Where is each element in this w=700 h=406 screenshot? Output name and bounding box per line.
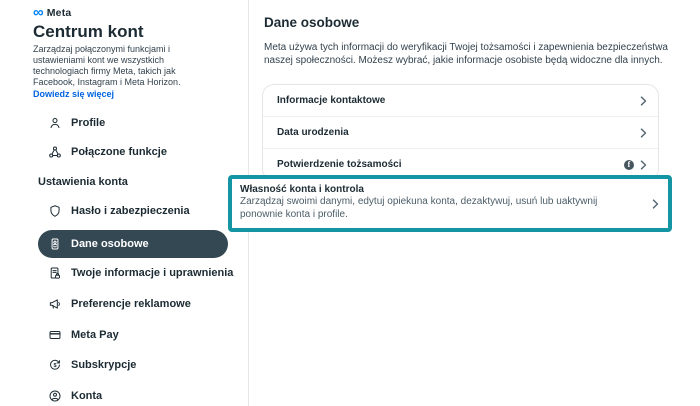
sidebar-item-meta-pay[interactable] [38,321,228,349]
sidebar-item-label: Połączone funkcje [71,146,167,158]
meta-infinity-icon: ∞ [33,4,44,21]
svg-text:$: $ [53,363,57,370]
page-title: Centrum kont [33,22,144,41]
sidebar-item-label: Preferencje reklamowe [71,298,191,310]
sidebar-item-label: Konta [71,390,103,402]
chevron-right-icon [640,128,647,138]
chevron-right-icon [640,160,647,170]
sidebar-item-ad-preferences[interactable] [38,290,228,318]
row-contact-info[interactable] [263,85,658,116]
network-icon [48,145,62,159]
sidebar-item-label: Twoje informacje i uprawnienia [71,267,234,279]
document-lock-icon [48,266,62,280]
sidebar-item-label: Hasło i zabezpieczenia [71,205,190,217]
chevron-right-icon [652,199,659,209]
highlight-description: Zarządzaj swoimi danymi, edytuj opiekuna konta, dezaktywuj, usuń lub uaktywnij ponownie konta i profile. [240,196,598,220]
sidebar-description: Zarządzaj połączonymi funkcjami i ustawieniami kont we wszystkich technologiach firmy Meta, takich jak Facebook, Instagram i Meta Horizon. [33,44,181,87]
sidebar-item-your-information[interactable] [38,259,234,287]
facebook-icon: f [624,160,634,170]
sidebar-section-header: Ustawienia konta [38,176,128,188]
subscriptions-icon [48,358,62,372]
personal-details-card [262,84,659,181]
sidebar-item-subscriptions[interactable] [38,351,228,379]
sidebar-item-label: Meta Pay [71,329,119,341]
sidebar-item-label: Subskrypcje [71,359,137,371]
person-icon [48,116,62,130]
sidebar-item-password-security[interactable] [38,197,228,225]
main-description: Meta używa tych informacji do weryfikacji Twojej tożsamości i zapewnienia bezpieczeństwa naszej społeczności. Możesz wybrać, jakie informacje osobiste będą widoczne dla innych. [264,42,668,66]
meta-logo-wordmark: Meta [46,7,72,19]
learn-more-link[interactable]: Dowiedz się więcej [33,89,115,99]
sidebar-item-personal-details[interactable] [38,230,228,258]
highlight-content [232,179,668,228]
sidebar-item-profiles[interactable] [38,109,228,137]
sidebar-item-accounts[interactable] [38,382,228,406]
shield-icon [48,204,62,218]
chevron-right-icon [640,96,647,106]
credit-card-icon [48,328,62,342]
person-circle-icon [48,389,62,403]
meta-logo [33,6,71,20]
id-card-icon [48,237,62,251]
row-birthday[interactable] [263,116,658,148]
megaphone-icon [48,297,62,311]
highlight-title: Własność konta i kontrola [240,184,364,195]
row-label: Data urodzenia [277,127,349,138]
sidebar-item-connected-experiences[interactable] [38,138,228,166]
sidebar-item-label: Dane osobowe [71,238,149,250]
row-account-ownership-highlighted[interactable] [228,175,672,232]
sidebar-item-label: Profile [71,117,106,129]
main-title: Dane osobowe [264,15,360,30]
row-label: Potwierdzenie tożsamości [277,159,402,170]
row-label: Informacje kontaktowe [277,95,386,106]
